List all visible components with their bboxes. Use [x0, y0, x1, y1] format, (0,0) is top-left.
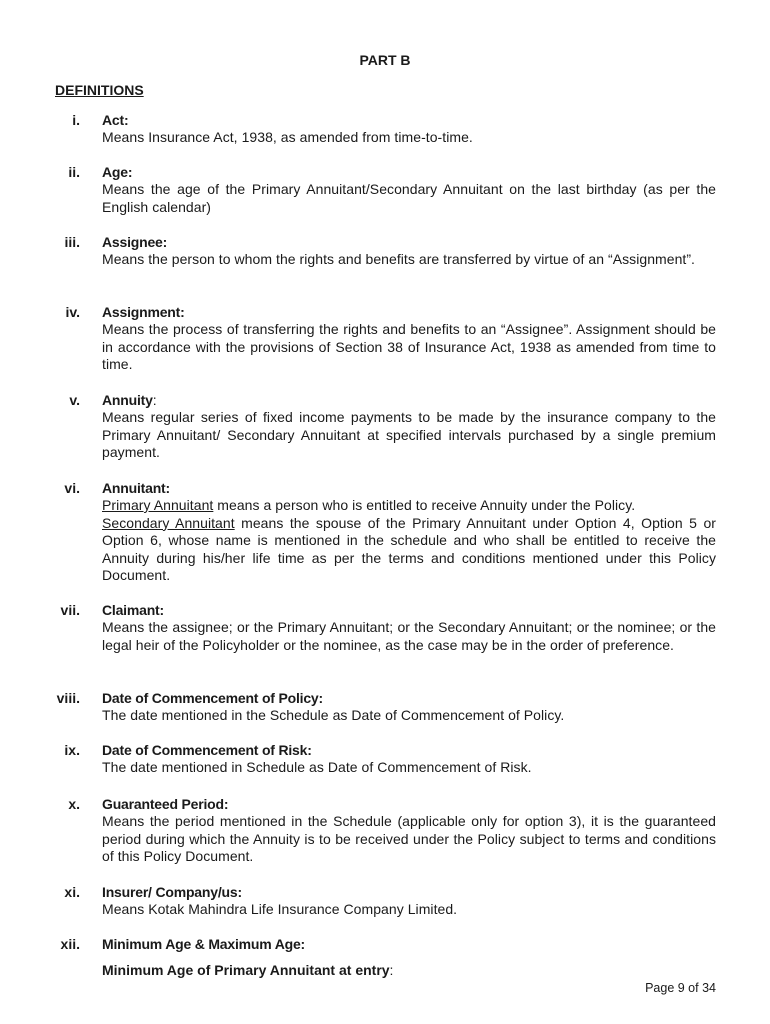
definition-term: Age:: [102, 164, 133, 180]
definition-text: The date mentioned in Schedule as Date of Commencement of Risk.: [102, 759, 532, 775]
definition-number: xi.: [64, 884, 80, 900]
definition-number: iii.: [64, 234, 80, 250]
definition-number: xii.: [60, 936, 80, 952]
definition-text: Means the assignee; or the Primary Annuitant; or the Secondary Annuitant; or the nominee; or the legal heir of the Policyholder or the nominee, as the case may be in the order of preference.: [102, 619, 716, 653]
definition-term: Act:: [102, 112, 129, 128]
definition-term-label: Annuity: [102, 392, 153, 408]
definition-subheading: [102, 961, 716, 979]
definition-number: viii.: [56, 690, 80, 706]
primary-annuitant-text: means a person who is entitled to receive Annuity under the Policy.: [213, 497, 636, 513]
definition-term: Guaranteed Period:: [102, 796, 229, 812]
definition-text: The date mentioned in the Schedule as Date of Commencement of Policy.: [102, 707, 565, 723]
secondary-annuitant-label: Secondary Annuitant: [102, 514, 235, 531]
definition-number: vii.: [60, 602, 80, 618]
definition-text: Means Kotak Mahindra Life Insurance Company Limited.: [102, 901, 458, 917]
definition-term: Date of Commencement of Risk:: [102, 742, 312, 758]
definition-number: v.: [69, 392, 80, 408]
definition-term: Insurer/ Company/us:: [102, 884, 242, 900]
definition-text: Means the person to whom the rights and benefits are transferred by virtue of an “Assignment”.: [102, 251, 695, 267]
definition-number: x.: [68, 796, 80, 812]
secondary-annuitant-text: means the spouse of the Primary Annuitant under Option 4, Option 5 or Option 6, whose name is mentioned in the schedule and who shall be entitled to receive the Annuity during his/her life time as per the terms and conditions mentioned under this Policy Document.: [102, 514, 716, 583]
definition-number: i.: [72, 112, 80, 128]
definition-text: Means the period mentioned in the Schedule (applicable only for option 3), it is the guaranteed period during which the Annuity is to be received under the Policy subject to terms and conditions of this Policy Document.: [102, 813, 716, 864]
definition-text: Means regular series of fixed income payments to be made by the insurance company to the Primary Annuitant/ Secondary Annuitant at specified intervals purchased by a single premium payment.: [102, 409, 716, 460]
definition-term: Assignee:: [102, 234, 168, 250]
definition-number: iv.: [65, 304, 80, 320]
subheading-colon: :: [389, 962, 394, 978]
definition-number: ii.: [68, 164, 80, 180]
definition-term: Annuitant:: [102, 480, 170, 496]
primary-annuitant-label: Primary Annuitant: [102, 497, 214, 513]
definition-number: ix.: [64, 742, 80, 758]
subheading-label: Minimum Age of Primary Annuitant at entry: [102, 962, 390, 978]
definition-term: Assignment:: [102, 304, 185, 320]
definition-term: [102, 391, 716, 409]
page-number: Page 9 of 34: [645, 981, 716, 995]
definition-text: [102, 497, 716, 585]
section-title: DEFINITIONS: [55, 82, 144, 98]
definition-number: vi.: [64, 480, 80, 496]
definition-text: Means the process of transferring the rights and benefits to an “Assignee”. Assignment should be in accordance with the provisions of Section 38 of Insurance Act, 1938 as amended from time to time.: [102, 321, 716, 372]
definition-term: Claimant:: [102, 602, 164, 618]
definition-term: Minimum Age & Maximum Age:: [102, 936, 306, 952]
definition-text: Means the age of the Primary Annuitant/Secondary Annuitant on the last birthday (as per the English calendar): [102, 181, 716, 215]
definition-term-colon: :: [152, 392, 157, 408]
part-title: PART B: [359, 52, 411, 68]
definition-term: Date of Commencement of Policy:: [102, 690, 323, 706]
definition-text: Means Insurance Act, 1938, as amended from time-to-time.: [102, 129, 473, 145]
